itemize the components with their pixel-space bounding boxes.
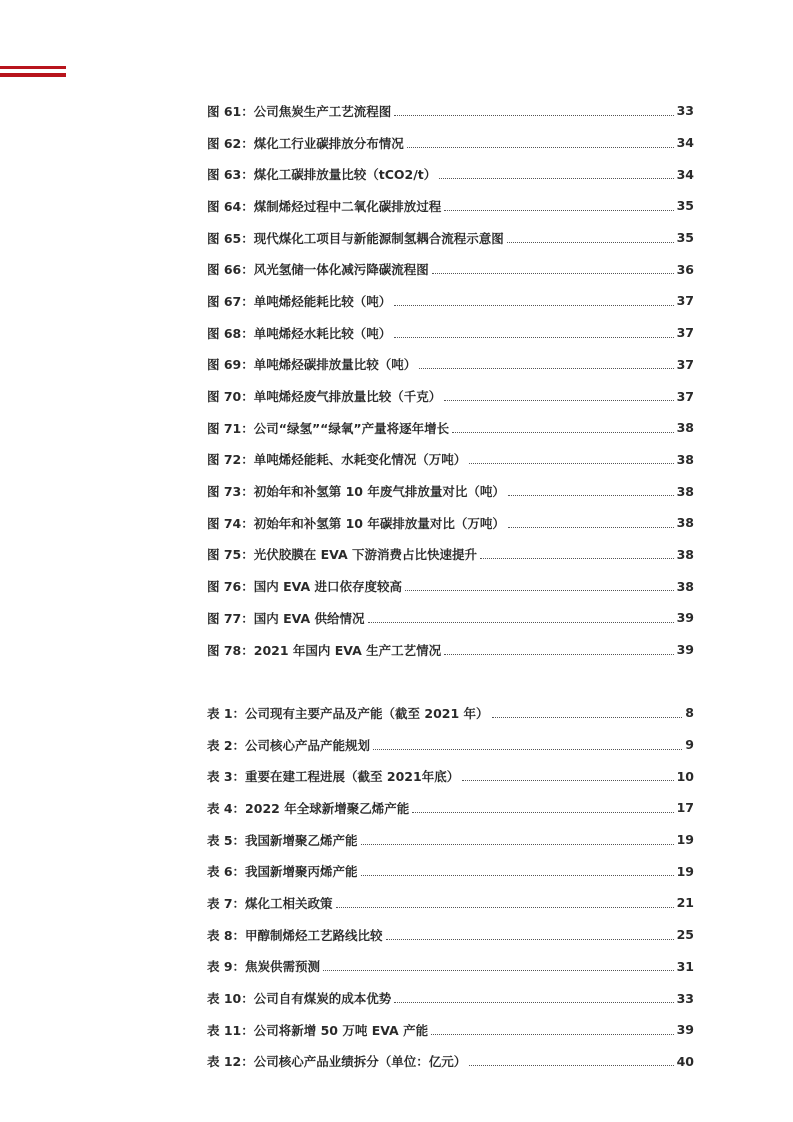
figure-entry[interactable] [207, 507, 694, 539]
table-entry[interactable] [207, 855, 694, 887]
entry-title: 表 6：我国新增聚丙烯产能 [207, 864, 358, 880]
figure-entry[interactable] [207, 95, 694, 127]
entry-title: 图 70：单吨烯烃废气排放量比较（千克） [207, 389, 442, 405]
page-number: 38 [676, 451, 694, 467]
dot-leader [361, 843, 674, 845]
dot-leader [373, 748, 682, 750]
page-number: 19 [676, 863, 694, 879]
figure-entry[interactable] [207, 634, 694, 666]
table-entry[interactable] [207, 982, 694, 1014]
entry-title: 图 66：风光氢储一体化减污降碳流程图 [207, 262, 429, 278]
figure-entry[interactable] [207, 602, 694, 634]
table-entry[interactable] [207, 792, 694, 824]
dot-leader [394, 336, 673, 338]
page-number: 35 [676, 198, 694, 214]
table-entry[interactable] [207, 919, 694, 951]
entry-title: 图 73：初始年和补氢第 10 年废气排放量对比（吨） [207, 484, 505, 500]
entry-title: 图 75：光伏胶膜在 EVA 下游消费占比快速提升 [207, 547, 477, 563]
dot-leader [462, 779, 673, 781]
page-number: 34 [676, 135, 694, 151]
dot-leader [444, 209, 673, 211]
dot-leader [444, 399, 673, 401]
table-entry[interactable] [207, 1014, 694, 1046]
entry-title: 表 8：甲醇制烯烃工艺路线比较 [207, 927, 383, 943]
page-number: 38 [676, 420, 694, 436]
entry-title: 图 69：单吨烯烃碳排放量比较（吨） [207, 357, 417, 373]
page-number: 38 [676, 515, 694, 531]
dot-leader [432, 272, 674, 274]
table-entry[interactable] [207, 824, 694, 856]
figure-entry[interactable] [207, 570, 694, 602]
entry-title: 图 76：国内 EVA 进口依存度较高 [207, 579, 402, 595]
dot-leader [361, 874, 674, 876]
dot-leader [394, 304, 673, 306]
entry-title: 表 4：2022 年全球新增聚乙烯产能 [207, 800, 410, 816]
entry-title: 图 74：初始年和补氢第 10 年碳排放量对比（万吨） [207, 515, 505, 531]
figure-entry[interactable] [207, 127, 694, 159]
figure-index [207, 95, 694, 665]
table-entry[interactable] [207, 760, 694, 792]
page-number: 35 [676, 230, 694, 246]
page-number: 36 [676, 261, 694, 277]
page-number: 37 [676, 293, 694, 309]
table-index [207, 697, 694, 1077]
table-entry[interactable] [207, 1046, 694, 1078]
page-number: 9 [685, 737, 694, 753]
dot-leader [419, 367, 673, 369]
page-number: 39 [676, 642, 694, 658]
dot-leader [412, 811, 673, 813]
entry-title: 表 3：重要在建工程进展（截至 2021年底） [207, 769, 460, 785]
dot-leader [492, 716, 683, 718]
page-number: 38 [676, 483, 694, 499]
page-number: 39 [676, 1022, 694, 1038]
entry-title: 表 11：公司将新增 50 万吨 EVA 产能 [207, 1022, 429, 1038]
figure-entry[interactable] [207, 317, 694, 349]
page-number: 38 [676, 578, 694, 594]
page-number: 34 [676, 166, 694, 182]
dot-leader [336, 906, 674, 908]
dot-leader [452, 431, 673, 433]
dot-leader [444, 653, 673, 655]
entry-title: 图 78：2021 年国内 EVA 生产工艺情况 [207, 642, 442, 658]
entry-title: 图 77：国内 EVA 供给情况 [207, 610, 365, 626]
figure-entry[interactable] [207, 158, 694, 190]
table-entry[interactable] [207, 697, 694, 729]
dot-leader [439, 177, 673, 179]
page-number: 10 [676, 768, 694, 784]
figure-entry[interactable] [207, 444, 694, 476]
entry-title: 表 9：焦炭供需预测 [207, 959, 321, 975]
figure-entry[interactable] [207, 190, 694, 222]
header-accent-rule-thick [0, 73, 66, 77]
entry-title: 表 12：公司核心产品业绩拆分（单位：亿元） [207, 1054, 467, 1070]
page-number: 38 [676, 546, 694, 562]
entry-title: 图 72：单吨烯烃能耗、水耗变化情况（万吨） [207, 452, 467, 468]
figure-entry[interactable] [207, 285, 694, 317]
page-number: 40 [676, 1053, 694, 1069]
page-number: 31 [676, 958, 694, 974]
entry-title: 图 67：单吨烯烃能耗比较（吨） [207, 293, 392, 309]
table-entry[interactable] [207, 951, 694, 983]
dot-leader [480, 557, 674, 559]
page-number: 8 [685, 705, 694, 721]
table-entry[interactable] [207, 729, 694, 761]
page-number: 37 [676, 388, 694, 404]
figure-entry[interactable] [207, 349, 694, 381]
page-number: 37 [676, 325, 694, 341]
dot-leader [469, 1064, 673, 1066]
figure-entry[interactable] [207, 412, 694, 444]
entry-title: 图 62：煤化工行业碳排放分布情况 [207, 135, 404, 151]
page-number: 33 [676, 990, 694, 1006]
page-number: 17 [676, 800, 694, 816]
dot-leader [431, 1033, 674, 1035]
dot-leader [469, 462, 673, 464]
figure-entry[interactable] [207, 222, 694, 254]
page-number: 37 [676, 356, 694, 372]
page-number: 33 [676, 103, 694, 119]
dot-leader [508, 494, 674, 496]
dot-leader [368, 621, 674, 623]
figure-entry[interactable] [207, 475, 694, 507]
entry-title: 图 68：单吨烯烃水耗比较（吨） [207, 325, 392, 341]
dot-leader [386, 938, 674, 940]
entry-title: 图 65：现代煤化工项目与新能源制氢耦合流程示意图 [207, 230, 504, 246]
page-number: 21 [676, 895, 694, 911]
entry-title: 表 2：公司核心产品产能规划 [207, 737, 371, 753]
dot-leader [394, 1001, 673, 1003]
entry-title: 图 71：公司“绿氢”“绿氧”产量将逐年增长 [207, 420, 450, 436]
figure-entry[interactable] [207, 380, 694, 412]
dot-leader [407, 146, 674, 148]
dot-leader [507, 241, 674, 243]
entry-title: 表 5：我国新增聚乙烯产能 [207, 832, 358, 848]
entry-title: 图 63：煤化工碳排放量比较（tCO2/t） [207, 167, 437, 183]
header-accent-rule [0, 66, 66, 69]
figure-entry[interactable] [207, 253, 694, 285]
dot-leader [394, 114, 673, 116]
entry-title: 图 61：公司焦炭生产工艺流程图 [207, 103, 392, 119]
table-entry[interactable] [207, 887, 694, 919]
figure-entry[interactable] [207, 539, 694, 571]
page-number: 25 [676, 927, 694, 943]
dot-leader [405, 589, 674, 591]
entry-title: 表 1：公司现有主要产品及产能（截至 2021 年） [207, 705, 489, 721]
entry-title: 图 64：煤制烯烃过程中二氧化碳排放过程 [207, 198, 442, 214]
page-number: 39 [676, 610, 694, 626]
page-number: 19 [676, 832, 694, 848]
entry-title: 表 10：公司自有煤炭的成本优势 [207, 991, 392, 1007]
dot-leader [323, 969, 674, 971]
dot-leader [508, 526, 674, 528]
entry-title: 表 7：煤化工相关政策 [207, 895, 333, 911]
